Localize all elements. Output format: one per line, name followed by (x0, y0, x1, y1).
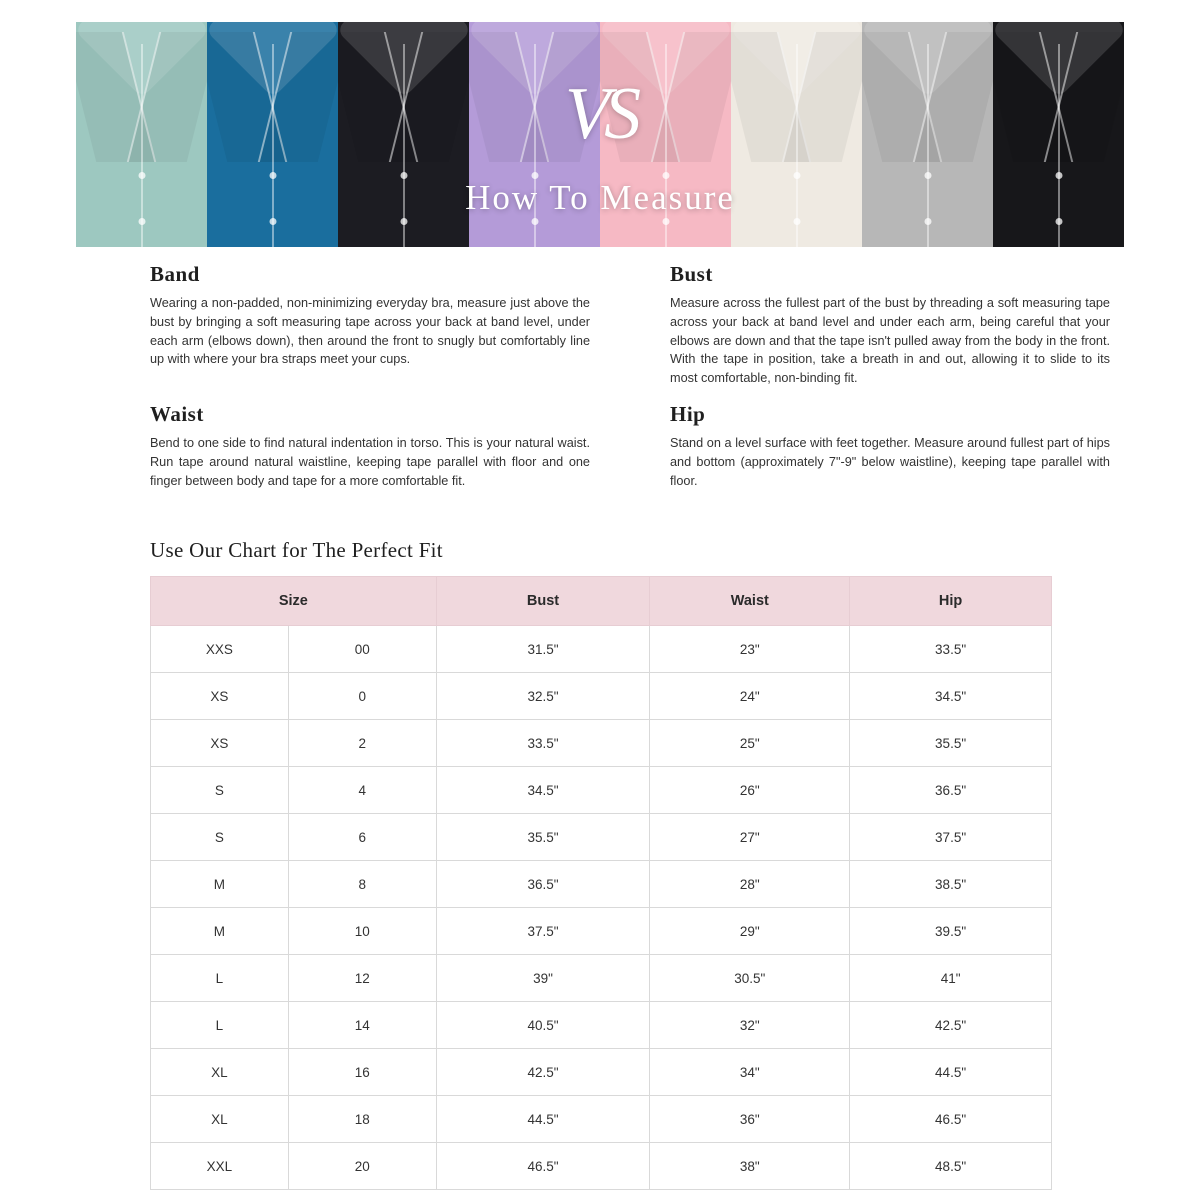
measure-text-band: Wearing a non-padded, non-minimizing everyday bra, measure just above the bust by bringing a soft measuring tape across your back at band level, under each arm (elbows down), then around the front to snugly but comfortably line up with where your bra straps meet your cups. (150, 296, 590, 367)
table-cell: 28" (650, 861, 850, 908)
table-cell: XS (151, 720, 289, 767)
table-cell: 25" (650, 720, 850, 767)
table-cell: 18 (288, 1096, 436, 1143)
column-header-bust: Bust (436, 577, 650, 626)
table-cell: 12 (288, 955, 436, 1002)
table-row (151, 814, 1052, 861)
measure-section-band (150, 262, 590, 388)
measure-title-band: Band (150, 262, 200, 286)
table-cell: S (151, 767, 289, 814)
table-cell: 27" (650, 814, 850, 861)
table-cell: 24" (650, 673, 850, 720)
table-cell: 26" (650, 767, 850, 814)
table-cell: 42.5" (850, 1002, 1052, 1049)
table-cell: 39" (436, 955, 650, 1002)
table-cell: XXL (151, 1143, 289, 1190)
table-cell: 40.5" (436, 1002, 650, 1049)
table-cell: 6 (288, 814, 436, 861)
table-cell: 36" (650, 1096, 850, 1143)
table-cell: 00 (288, 626, 436, 673)
measure-title-waist: Waist (150, 401, 204, 426)
table-cell: 36.5" (436, 861, 650, 908)
table-cell: 30.5" (650, 955, 850, 1002)
table-cell: M (151, 908, 289, 955)
measure-text-bust: Measure across the fullest part of the bust by threading a soft measuring tape across your back at band level and under each arm, being careful that your elbows are down and that the tape isn't pulled away from the body in the front. With the tape in position, take a breath in and out, allowing it to slide to its most comfortable, non-binding fit. (670, 296, 1110, 386)
table-cell: 38" (650, 1143, 850, 1190)
table-cell: M (151, 861, 289, 908)
size-chart-body (151, 626, 1052, 1190)
table-cell: 32" (650, 1002, 850, 1049)
measure-title-bust: Bust (670, 262, 713, 286)
table-row (151, 673, 1052, 720)
table-cell: 39.5" (850, 908, 1052, 955)
table-cell: XXS (151, 626, 289, 673)
size-chart-head (151, 577, 1052, 626)
column-header-hip: Hip (850, 577, 1052, 626)
table-cell: 36.5" (850, 767, 1052, 814)
table-cell: 34.5" (850, 673, 1052, 720)
hero-banner (76, 22, 1124, 247)
hero-title: How To Measure (465, 178, 735, 218)
table-cell: 35.5" (850, 720, 1052, 767)
table-cell: 46.5" (436, 1143, 650, 1190)
table-row (151, 626, 1052, 673)
table-cell: 31.5" (436, 626, 650, 673)
table-cell: 29" (650, 908, 850, 955)
table-cell: 38.5" (850, 861, 1052, 908)
table-cell: 44.5" (436, 1096, 650, 1143)
table-row (151, 1049, 1052, 1096)
table-cell: 48.5" (850, 1143, 1052, 1190)
table-cell: 33.5" (436, 720, 650, 767)
table-cell: 10 (288, 908, 436, 955)
table-cell: 0 (288, 673, 436, 720)
table-row (151, 1096, 1052, 1143)
measure-text-hip: Stand on a level surface with feet together. Measure around fullest part of hips and bottom (approximately 7"-9" below waistline), keeping tape parallel with floor. (670, 435, 1110, 488)
table-cell: 4 (288, 767, 436, 814)
measure-text-waist: Bend to one side to find natural indentation in torso. This is your natural waist. Run tape around natural waistline, keeping tape parallel with floor and one finger between body and tape for a more comfortable fit. (150, 435, 590, 488)
table-cell: XL (151, 1096, 289, 1143)
measure-section-waist (150, 402, 590, 490)
chart-heading: Use Our Chart for The Perfect Fit (150, 538, 443, 562)
measure-section-hip (670, 402, 1110, 490)
measure-section-bust (670, 262, 1110, 388)
table-cell: 32.5" (436, 673, 650, 720)
table-cell: 42.5" (436, 1049, 650, 1096)
size-chart-table (150, 576, 1052, 1190)
table-cell: 16 (288, 1049, 436, 1096)
table-cell: XS (151, 673, 289, 720)
table-row (151, 1143, 1052, 1190)
table-row (151, 720, 1052, 767)
table-cell: 23" (650, 626, 850, 673)
table-cell: 8 (288, 861, 436, 908)
table-cell: 44.5" (850, 1049, 1052, 1096)
hero-overlay (76, 22, 1124, 247)
brand-logo: VS (564, 72, 636, 155)
table-row (151, 861, 1052, 908)
table-cell: 33.5" (850, 626, 1052, 673)
table-row (151, 1002, 1052, 1049)
table-cell: 41" (850, 955, 1052, 1002)
table-cell: S (151, 814, 289, 861)
table-cell: 20 (288, 1143, 436, 1190)
table-cell: 2 (288, 720, 436, 767)
table-row (151, 908, 1052, 955)
table-row (151, 767, 1052, 814)
table-cell: L (151, 955, 289, 1002)
table-row (151, 955, 1052, 1002)
table-cell: 35.5" (436, 814, 650, 861)
table-cell: 37.5" (436, 908, 650, 955)
table-cell: 46.5" (850, 1096, 1052, 1143)
table-cell: 37.5" (850, 814, 1052, 861)
table-cell: L (151, 1002, 289, 1049)
table-cell: XL (151, 1049, 289, 1096)
column-header-waist: Waist (650, 577, 850, 626)
measure-title-hip: Hip (670, 401, 706, 426)
table-cell: 34" (650, 1049, 850, 1096)
table-cell: 14 (288, 1002, 436, 1049)
measure-instructions (150, 262, 1110, 490)
column-header-size: Size (151, 577, 437, 626)
table-cell: 34.5" (436, 767, 650, 814)
table-header-row (151, 577, 1052, 626)
